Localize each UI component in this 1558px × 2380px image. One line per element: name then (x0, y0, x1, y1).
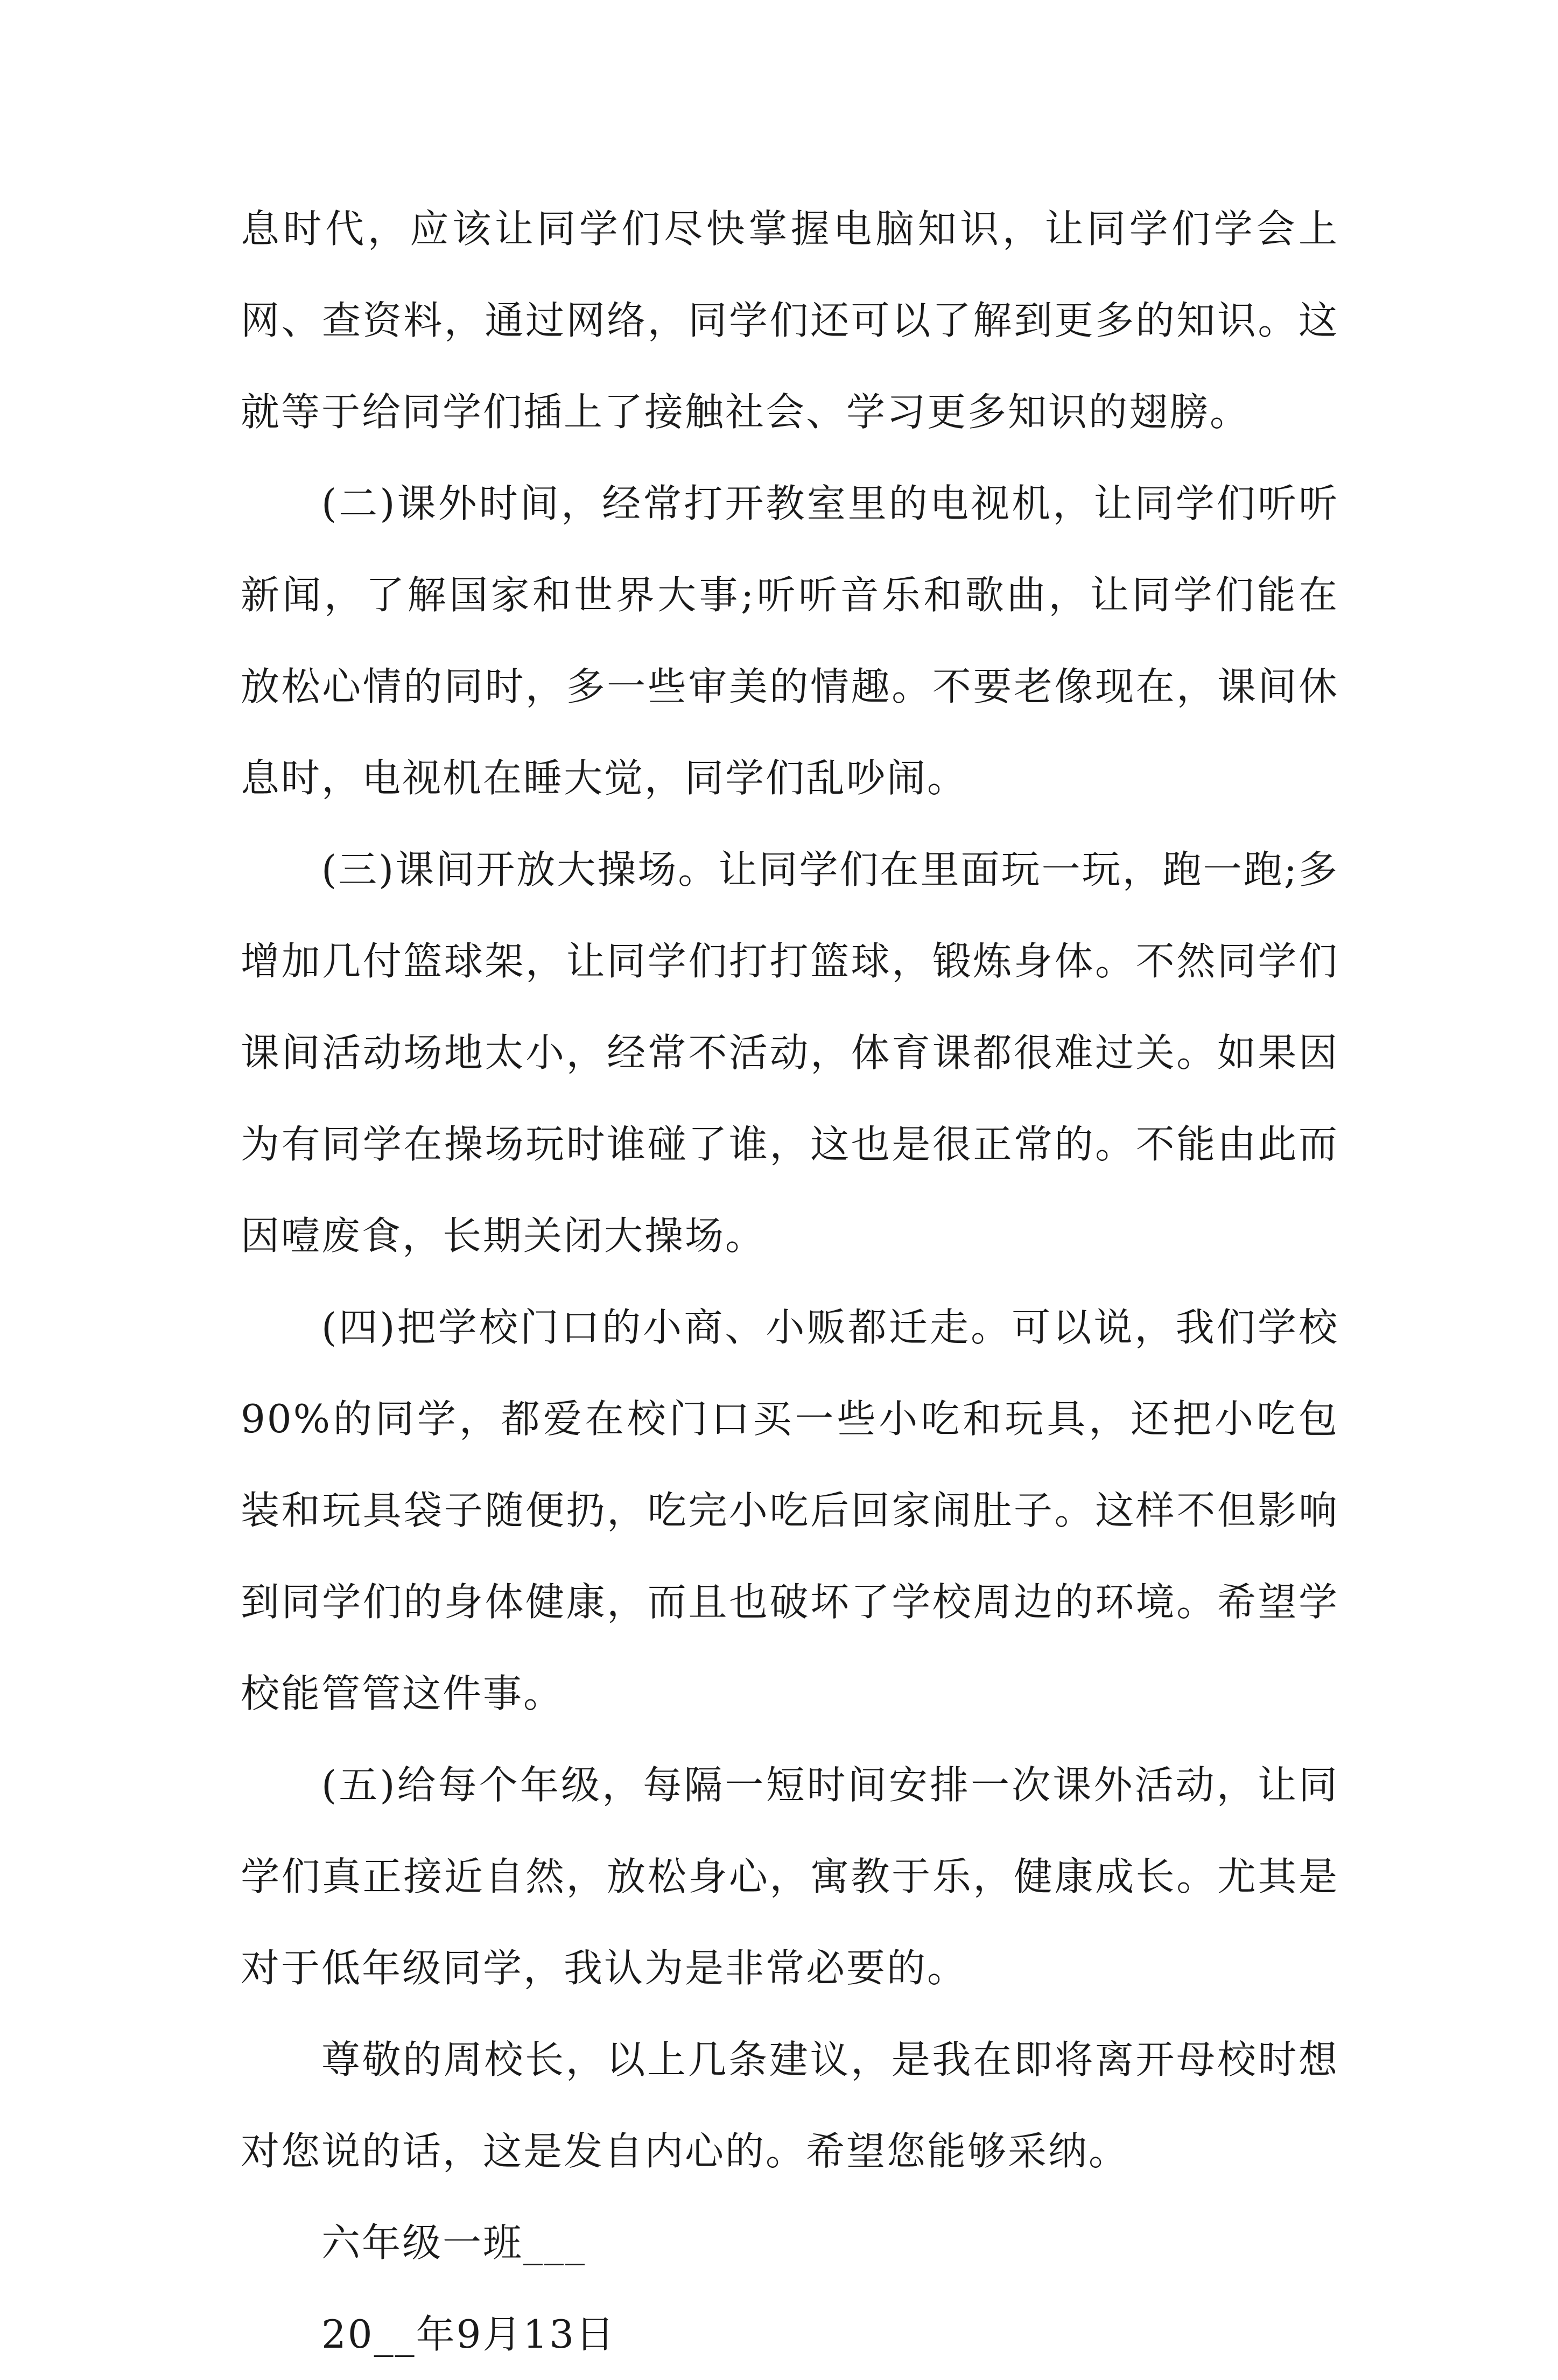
paragraph-suggestion-3: (三)课间开放大操场。让同学们在里面玩一玩，跑一跑;多增加几付篮球架，让同学们打打篮球，锻炼身体。不然同学们课间活动场地太小，经常不活动，体育课都很难过关。如果因为有同学在操场玩时谁碰了谁，这也是很正常的。不能由此而因噎废食，长期关闭大操场。 (241, 847, 1339, 1258)
letter-body (241, 183, 1339, 2380)
paragraph-suggestion-4: (四)把学校门口的小商、小贩都迁走。可以说，我们学校90%的同学，都爱在校门口买一些小吃和玩具，还把小吃包装和玩具袋子随便扔，吃完小吃后回家闹肚子。这样不但影响到同学们的身体健康，而且也破坏了学校周边的环境。希望学校能管管这件事。 (241, 1305, 1339, 1716)
signature: 六年级一班___ (321, 2220, 587, 2265)
paragraph-suggestion-5: (五)给每个年级，每隔一短时间安排一次课外活动，让同学们真正接近自然，放松身心，寓教于乐，健康成长。尤其是对于低年级同学，我认为是非常必要的。 (241, 1762, 1339, 1991)
date: 20__年9月13日 (321, 2312, 616, 2357)
paragraph-closing: 尊敬的周校长，以上几条建议，是我在即将离开母校时想对您说的话，这是发自内心的。希望您能够采纳。 (241, 2037, 1339, 2174)
paragraph-continuation: 息时代，应该让同学们尽快掌握电脑知识，让同学们学会上网、查资料，通过网络，同学们还可以了解到更多的知识。这就等于给同学们插上了接触社会、学习更多知识的翅膀。 (241, 206, 1339, 435)
paragraph-suggestion-2: (二)课外时间，经常打开教室里的电视机，让同学们听听新闻，了解国家和世界大事;听听音乐和歌曲，让同学们能在放松心情的同时，多一些审美的情趣。不要老像现在，课间休息时，电视机在睡大觉，同学们乱吵闹。 (241, 481, 1339, 801)
